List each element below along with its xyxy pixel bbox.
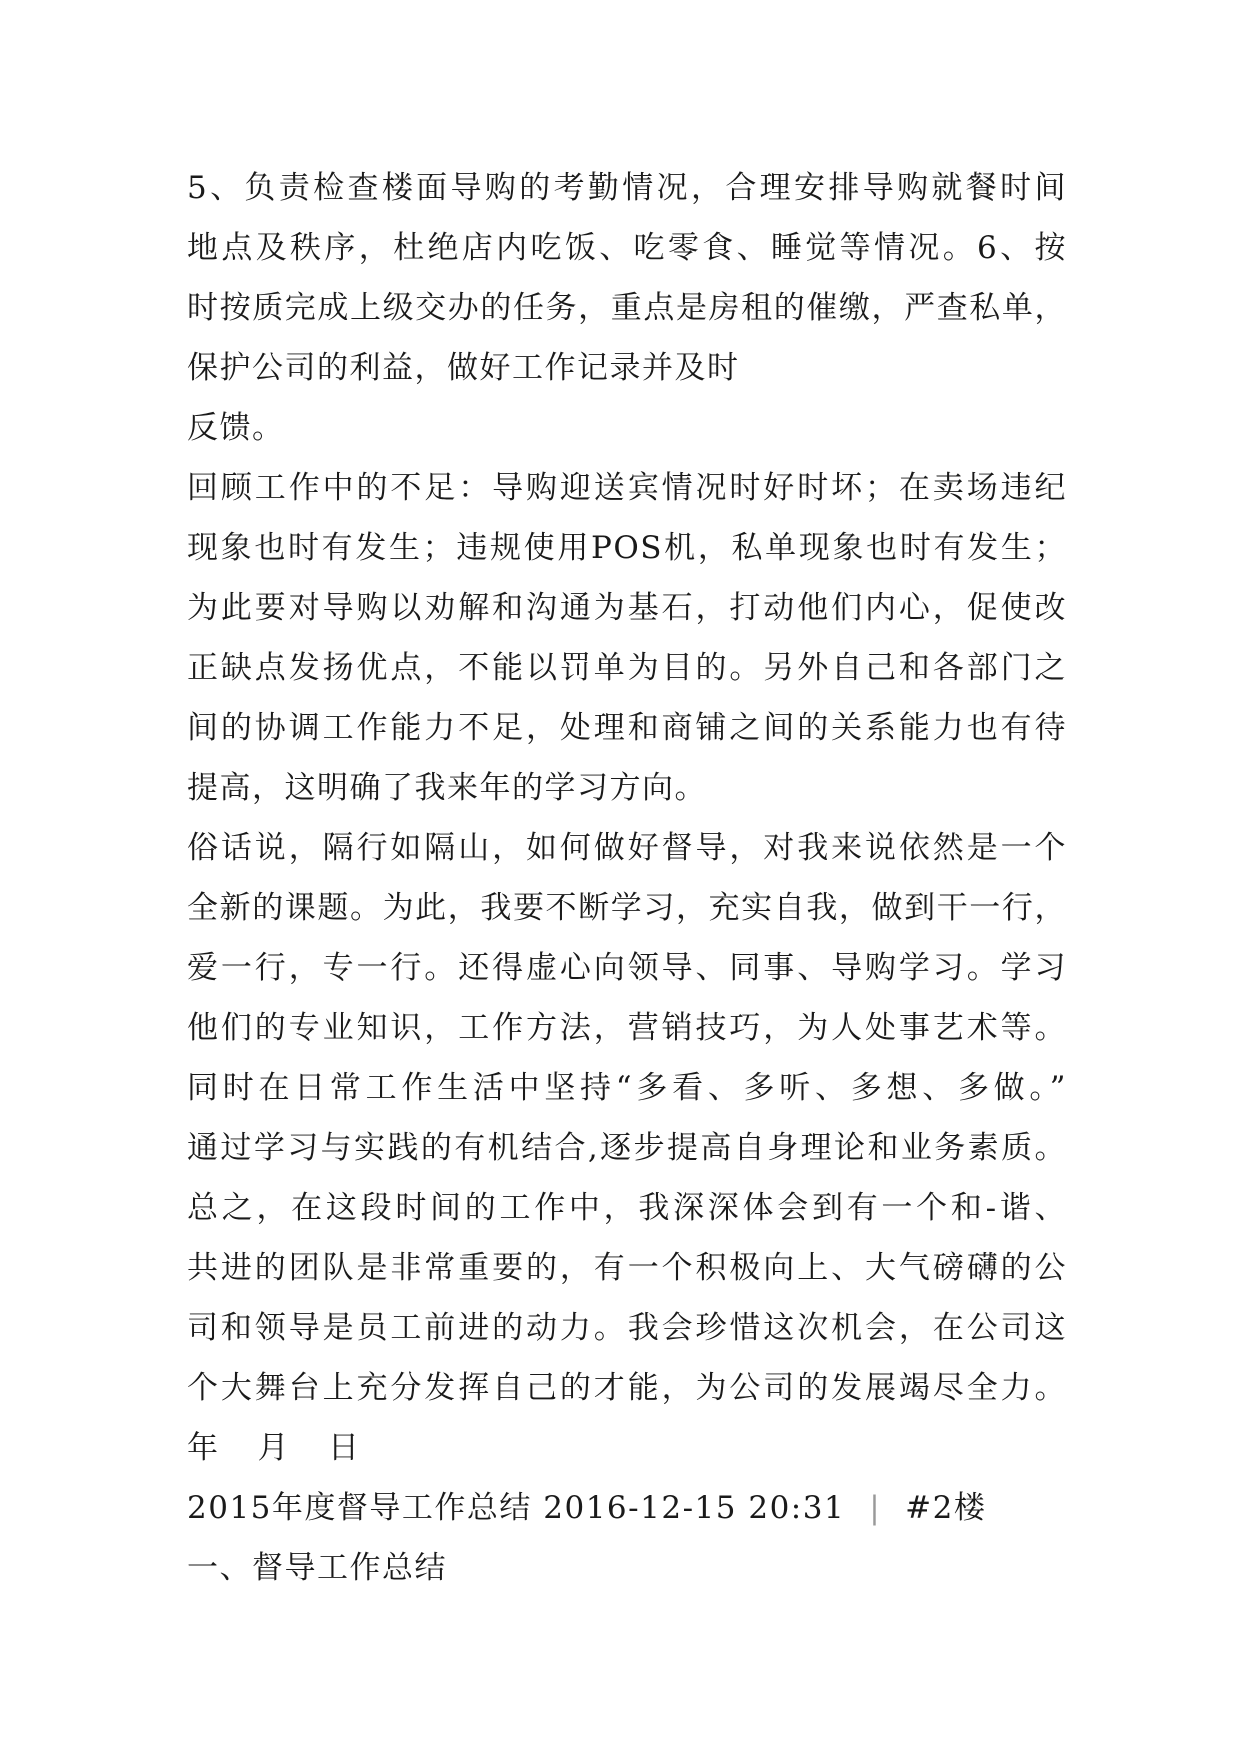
- paragraph-line: 全新的课题。为此，我要不断学习，充实自我，做到干一行，: [187, 890, 1067, 926]
- paragraph-line: 为此要对导购以劝解和沟通为基石，打动他们内心，促使改: [187, 590, 1067, 626]
- post-header: [187, 1478, 1067, 1538]
- document-body: [187, 158, 1067, 1598]
- post-datetime: 2016-12-15 20:31: [543, 1490, 846, 1526]
- paragraph-line: 俗话说，隔行如隔山，如何做好督导，对我来说依然是一个: [187, 830, 1067, 866]
- paragraph-line: 总之，在这段时间的工作中，我深深体会到有一个和-谐、: [187, 1190, 1067, 1226]
- paragraph-line: 时按质完成上级交办的任务，重点是房租的催缴，严查私单，: [187, 290, 1067, 326]
- post-title: 2015年度督导工作总结: [187, 1490, 532, 1526]
- post-separator: |: [869, 1490, 882, 1526]
- paragraph-line: 爱一行，专一行。还得虚心向领导、同事、导购学习。学习: [187, 950, 1067, 986]
- paragraph-line: 同时在日常工作生活中坚持“多看、多听、多想、多做。”: [187, 1070, 1067, 1106]
- section-heading: 一、督导工作总结: [187, 1550, 447, 1586]
- paragraph-line: 5、负责检查楼面导购的考勤情况，合理安排导购就餐时间: [187, 170, 1067, 206]
- paragraph-line: 个大舞台上充分发挥自己的才能，为公司的发展竭尽全力。: [187, 1370, 1067, 1406]
- paragraph-line: 通过学习与实践的有机结合,逐步提高自身理论和业务素质。: [187, 1130, 1067, 1166]
- date-line: [187, 1418, 1067, 1478]
- paragraph-line: 地点及秩序，杜绝店内吃饭、吃零食、睡觉等情况。6、按: [187, 230, 1067, 266]
- date-year: 年: [187, 1430, 220, 1466]
- paragraph-line: 司和领导是员工前进的动力。我会珍惜这次机会，在公司这: [187, 1310, 1067, 1346]
- paragraph-line: 保护公司的利益，做好工作记录并及时: [187, 350, 740, 386]
- date-month: 月: [257, 1430, 290, 1466]
- paragraph-line: 间的协调工作能力不足，处理和商铺之间的关系能力也有待: [187, 710, 1067, 746]
- paragraph-line: 现象也时有发生；违规使用POS机，私单现象也时有发生；: [187, 530, 1067, 566]
- paragraph-line: 回顾工作中的不足：导购迎送宾情况时好时坏；在卖场违纪: [187, 470, 1067, 506]
- date-day: 日: [328, 1430, 361, 1466]
- paragraph-line: 反馈。: [187, 410, 285, 446]
- paragraph-line: 他们的专业知识，工作方法，营销技巧，为人处事艺术等。: [187, 1010, 1067, 1046]
- post-floor: #2楼: [905, 1490, 987, 1526]
- paragraph-line: 正缺点发扬优点，不能以罚单为目的。另外自己和各部门之: [187, 650, 1067, 686]
- paragraph-line: 提高，这明确了我来年的学习方向。: [187, 770, 707, 806]
- paragraph-line: 共进的团队是非常重要的，有一个积极向上、大气磅礴的公: [187, 1250, 1067, 1286]
